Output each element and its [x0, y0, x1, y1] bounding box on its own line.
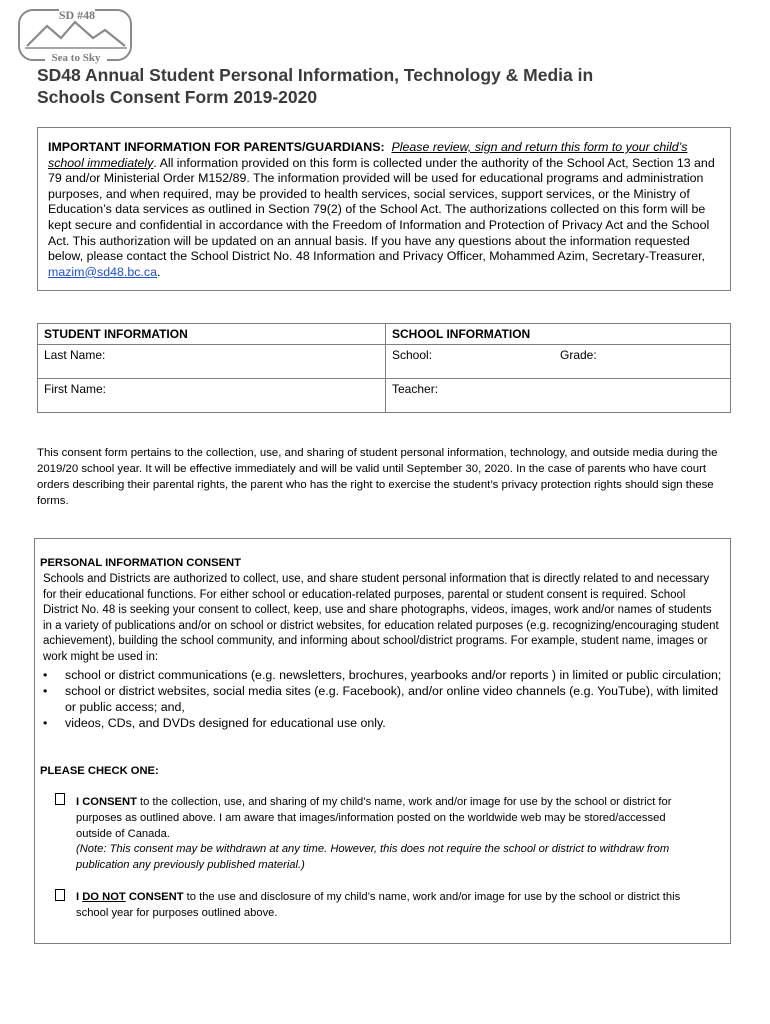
mountains-logo-icon — [17, 8, 135, 64]
logo-bottom-text: Sea to Sky — [51, 52, 101, 64]
logo-top-text: SD #48 — [58, 8, 96, 22]
list-item — [43, 715, 723, 731]
no-consent-option — [76, 890, 704, 922]
last-name-label: Last Name: — [44, 348, 106, 362]
consent-label: I CONSENT — [76, 796, 137, 808]
email-link[interactable]: mazim@sd48.bc.ca — [48, 264, 157, 279]
student-school-table — [37, 323, 731, 413]
list-item-text: videos, CDs, and DVDs designed for educational use only. — [65, 716, 386, 730]
consent-text: to the collection, use, and sharing of my child’s name, work and/or image for use by the school or district for purposes as outlined above. I am aware that images/information posted on the worldwide web may be stored/accessed outside of Canada. — [76, 796, 672, 840]
check-one-heading: PLEASE CHECK ONE: — [40, 765, 159, 777]
school-info-header: SCHOOL INFORMATION — [386, 324, 731, 345]
important-info-box — [37, 127, 731, 291]
student-info-header: STUDENT INFORMATION — [38, 324, 386, 345]
bullet-icon: • — [43, 668, 48, 682]
no-consent-text: to the use and disclosure of my child’s name, work and/or image for use by the school or district this school year for purposes outlined above. — [76, 891, 681, 919]
first-name-label: First Name: — [44, 382, 107, 396]
no-consent-label-i: I — [76, 891, 83, 903]
important-heading: IMPORTANT INFORMATION FOR PARENTS/GUARDIANS: — [48, 140, 385, 154]
important-end: . — [157, 264, 161, 279]
consent-note: (Note: This consent may be withdrawn at any time. However, this does not require the school or district to withdraw from publication any previously published material.) — [76, 843, 670, 872]
last-name-field[interactable] — [38, 345, 386, 379]
important-instruction: Please review, sign and return this form to your child’s school immediately — [48, 140, 688, 170]
page-title — [37, 64, 737, 108]
list-item-text: school or district websites, social media sites (e.g. Facebook), and/or online video channels (e.g. YouTube), with limited or public access; and, — [65, 684, 719, 714]
school-grade-field[interactable] — [386, 345, 731, 379]
no-consent-label — [76, 891, 184, 903]
first-name-field[interactable] — [38, 379, 386, 413]
page-title-line2: Schools Consent Form 2019-2020 — [37, 87, 318, 107]
no-consent-checkbox[interactable] — [55, 889, 65, 901]
bullet-icon: • — [43, 684, 48, 698]
usage-list — [43, 667, 723, 731]
consent-option — [76, 795, 704, 874]
teacher-label: Teacher: — [392, 382, 439, 396]
bullet-icon: • — [43, 716, 48, 730]
page-title-line1: SD48 Annual Student Personal Information, Technology & Media in — [37, 65, 594, 85]
list-item — [43, 683, 723, 715]
teacher-field[interactable] — [386, 379, 731, 413]
grade-label: Grade: — [560, 348, 597, 362]
list-item-text: school or district communications (e.g. newsletters, brochures, yearbooks and/or reports ) in limited or public circulation; — [65, 668, 722, 682]
important-body: . All information provided on this form is collected under the authority of the School Act, Section 13 and 79 and/or Ministerial Order M152/89. The information provided will be used for educational programs and administration purposes, and when required, may be provided to health services, social services, support services, or the Ministry of Education’s data services as outlined in Section 79(2) of the School Act. The authorizations collected on this form will be kept secure and confidential in accordance with the Freedom of Information and Protection of Privacy Act and the School Act. This authorization will be updated on an annual basis. If you have any questions about the information requested below, please contact the School District No. 48 Information and Privacy Officer, Mohammed Azim, Secretary-Treasurer, — [48, 155, 715, 264]
consent-checkbox[interactable] — [55, 793, 65, 805]
no-consent-label-consent: CONSENT — [125, 891, 184, 903]
list-item — [43, 667, 723, 683]
scope-paragraph: This consent form pertains to the collection, use, and sharing of student personal information, technology, and outside media during the 2019/20 school year. It will be effective immediately and will be valid until September 30, 2020. In the case of parents who have court orders describing their parental rights, the parent who has the right to exercise the student’s privacy protection rights should sign these forms. — [37, 447, 718, 507]
personal-info-heading: PERSONAL INFORMATION CONSENT — [40, 557, 241, 569]
personal-info-body: Schools and Districts are authorized to collect, use, and share student personal information that is directly related to and necessary for their educational functions. For either school or education-related purposes, parental or student consent is required. School District No. 48 is seeking your consent to collect, keep, use and share photographs, videos, images, work and/or names of students in a variety of publications and/or on school or district websites, for education related purposes (e.g. recognizing/encouraging student achievement), building the school community, and informing about school/district programs. For example, student name, images or work might be used in: — [43, 573, 719, 663]
district-logo — [17, 8, 135, 64]
no-consent-label-do-not: DO NOT — [82, 891, 126, 903]
school-label: School: — [392, 348, 433, 362]
